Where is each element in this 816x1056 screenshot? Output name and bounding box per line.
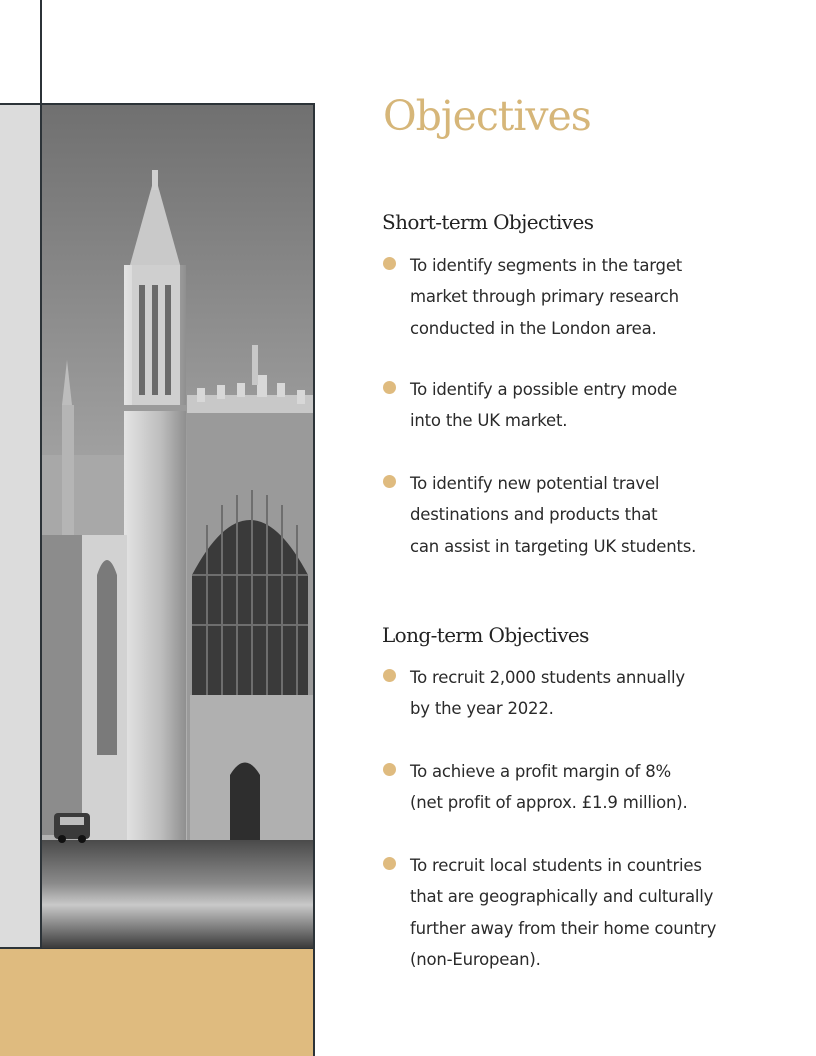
gold-accent-block [0,948,314,1056]
long-term-item-text: To achieve a profit margin of 8% (net profit of approx. £1.9 million). [410,762,688,813]
long-term-item-text: To recruit 2,000 students annually by the year 2022. [410,668,685,719]
building-photo [42,105,313,948]
short-term-item-text: To identify new potential travel destinations and products that can assist in targeting UK students. [410,474,697,556]
page-title: Objectives [383,92,591,140]
bullet-dot-icon [383,669,396,682]
short-term-item-text: To identify segments in the target market through primary research conducted in the London area. [410,256,683,338]
left-gray-panel [0,104,41,948]
short-term-item-text: To identify a possible entry mode into the UK market. [410,380,678,431]
bullet-dot-icon [383,381,396,394]
bullet-dot-icon [383,475,396,488]
short-term-heading: Short-term Objectives [382,210,594,234]
bullet-dot-icon [383,763,396,776]
bullet-dot-icon [383,857,396,870]
long-term-heading: Long-term Objectives [382,623,589,647]
long-term-item-text: To recruit local students in countries that are geographically and culturally further away from their home country (non-European). [410,856,717,969]
frame-line-right-vertical [313,103,315,1056]
bullet-dot-icon [383,257,396,270]
